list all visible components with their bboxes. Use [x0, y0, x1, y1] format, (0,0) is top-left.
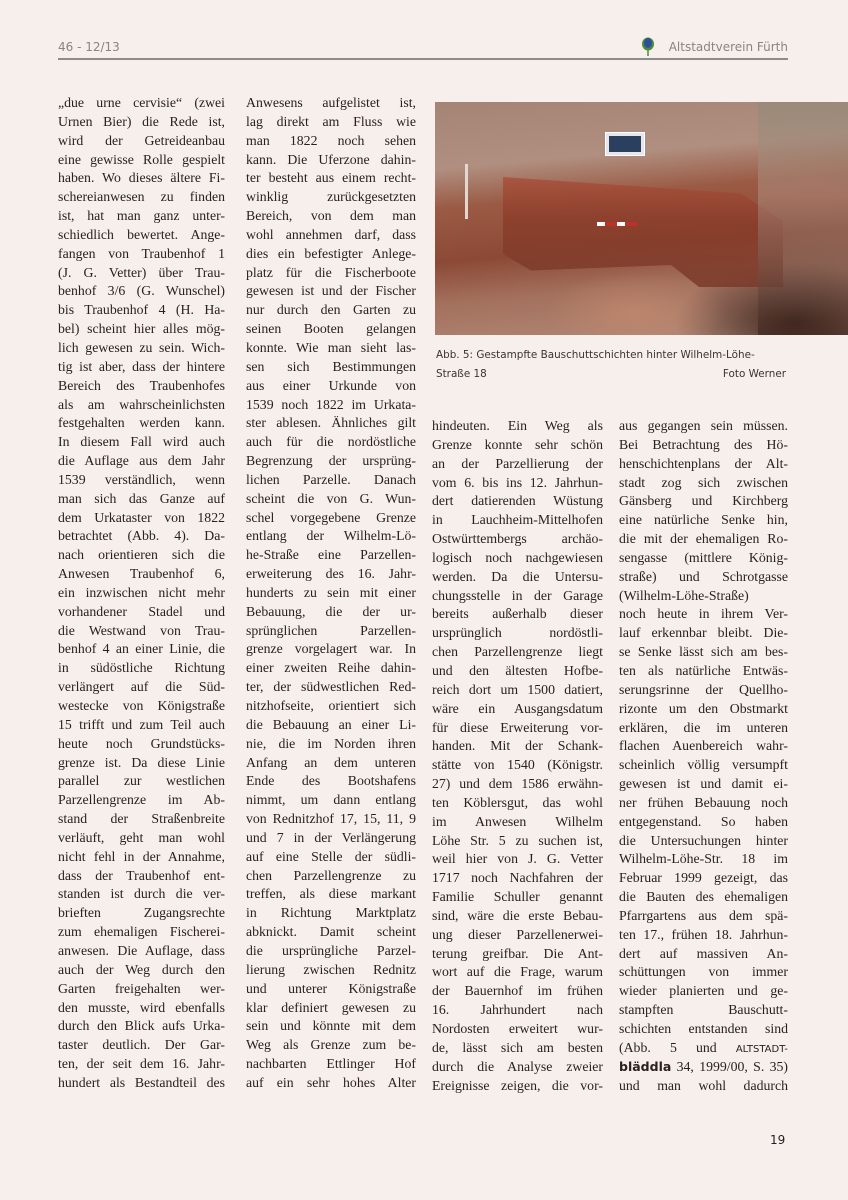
text-line: ten Köblersgut, das wohl	[432, 794, 603, 810]
text-line: durch die Analyse zweier	[432, 1058, 603, 1074]
text-line: straße) und Schrotgasse	[619, 568, 788, 584]
text-line: rizonte um den Obstmarkt	[619, 700, 788, 716]
text-line: chungsstelle in der Garage	[432, 587, 603, 603]
text-line: entlang der Wilhelm-Lö-	[246, 528, 416, 544]
text-line: man sich das Ganze auf	[58, 490, 225, 506]
text-line: vom 6. bis ins 12. Jahrhun-	[432, 474, 603, 490]
text-line: ster ablesen. Ähnliches gilt	[246, 415, 416, 431]
text-line: 1539 verständlich, wenn	[58, 471, 225, 487]
text-line: haben. Wo dieses ältere Fi-	[58, 170, 225, 186]
text-line: Weg als Grenze zum be-	[246, 1037, 416, 1053]
text-line: Parzellengrenze im Ab-	[58, 792, 225, 808]
text-line: flachen Auenbereich wahr-	[619, 738, 788, 754]
text-line: bel) scheint hier alles mög-	[58, 321, 225, 337]
text-line: dies ein befestigter Anlege-	[246, 245, 416, 261]
text-line: schiedlich bewertet. Ange-	[58, 226, 225, 242]
text-line: von Rednitzhof 17, 15, 11, 9	[246, 811, 416, 827]
text-line: Februar 1999 gezeigt, das	[619, 870, 788, 886]
text-line: benhof 4 an einer Linie, die	[58, 641, 225, 657]
text-line: bereits außerhalb dieser	[432, 606, 603, 622]
text-line: verläuft, geht man wohl	[58, 829, 225, 845]
text-line: schel vorgegebene Grenze	[246, 509, 416, 525]
text-line: weil hier von J. G. Vetter	[432, 851, 603, 867]
text-line: wort auf die Frage, warum	[432, 964, 603, 980]
text-line: an der Parzellierung der	[432, 455, 603, 471]
text-line: die Untersuchungen hinter	[619, 832, 788, 848]
text-line: die mit der ehemaligen Ro-	[619, 531, 788, 547]
text-line: Garten freigehalten wer-	[58, 980, 225, 996]
text-line: terung greifbar. Die Ant-	[432, 945, 603, 961]
text-line: im Anwesen Wilhelm	[432, 813, 603, 829]
text-line: stadt zog sich zwischen	[619, 474, 788, 490]
text-line: sen sich Bestimmungen	[246, 358, 416, 374]
text-line: noch heute in ihrem Ver-	[619, 606, 788, 622]
text-line: handen. Mit der Schank-	[432, 738, 603, 754]
text-line: entgegenstand. So haben	[619, 813, 788, 829]
text-line: dass der Traubenhof ent-	[58, 867, 225, 883]
photo-credit: Foto Werner	[722, 368, 786, 380]
text-line: klar definiert gewesen zu	[246, 999, 416, 1015]
text-line: der Bauernhof im frühen	[432, 983, 603, 999]
text-line: erklären, die im unteren	[619, 719, 788, 735]
text-line: Ostwürttembergs archäo-	[432, 531, 603, 547]
text-line: nie, die im Norden ihren	[246, 735, 416, 751]
text-line: Grenze konnte sehr schön	[432, 436, 603, 452]
text-line: sprünglichen Parzellen-	[246, 622, 416, 638]
text-line: winklig zurückgesetzten	[246, 189, 416, 205]
photo-shadow	[758, 102, 848, 335]
text-line: treffen, als diese markant	[246, 886, 416, 902]
text-line: die Bauten des ehemaligen	[619, 889, 788, 905]
caption-line-2: Straße 18	[436, 368, 487, 380]
text-line: ter besteht aus einem recht-	[246, 170, 416, 186]
text-line: Bereich des Traubenhofes	[58, 377, 225, 393]
text-line: he-Straße eine Parzellen-	[246, 547, 416, 563]
text-line: aus einer Urkunde von	[246, 377, 416, 393]
text-line: durch den Blick aufs Urka-	[58, 1018, 225, 1034]
text-column-3	[432, 417, 603, 1095]
text-line: in südöstliche Richtung	[58, 660, 225, 676]
text-line: dem Urkataster von 1822	[58, 509, 225, 525]
measuring-rod	[465, 164, 468, 219]
text-line: gewesen ist und damit ei-	[619, 776, 788, 792]
text-line: bis Traubenhof 4 (H. Ha-	[58, 302, 225, 318]
text-line: eine natürliche Senke hin,	[619, 512, 788, 528]
issue-number: 46 - 12/13	[58, 40, 120, 54]
text-line: hunderts zu sein mit einer	[246, 584, 416, 600]
text-line: lich gewesen zu sein. Wich-	[58, 339, 225, 355]
text-line: und 7 in der Verlängerung	[246, 829, 416, 845]
text-line: ung dieser Parzellenerwei-	[432, 926, 603, 942]
text-line: hundert als Bestandteil des	[58, 1074, 225, 1090]
text-line: sein und könnte mit dem	[246, 1018, 416, 1034]
text-line: und den ältesten Hofbe-	[432, 662, 603, 678]
caption-line-1: Abb. 5: Gestampfte Bauschuttschichten hinter Wilhelm-Löhe-	[436, 349, 755, 361]
text-line: lag direkt am Fluss wie	[246, 113, 416, 129]
text-line: schereianwesen zu finden	[58, 189, 225, 205]
text-line: se Senke lässt sich am bes-	[619, 644, 788, 660]
figure-caption	[436, 346, 786, 384]
text-line: betrachtet (Abb. 4). Da-	[58, 528, 225, 544]
text-line: 27) und dem 1586 erwähn-	[432, 776, 603, 792]
text-line: parallel zur westlichen	[58, 773, 225, 789]
text-line: aus gegangen sein müssen.	[619, 418, 788, 433]
text-line: die Bebauung an einer Li-	[246, 716, 416, 732]
text-line: grenze ist. Da diese Linie	[58, 754, 225, 770]
text-line: schichten entstanden sind	[619, 1021, 788, 1036]
text-line: de, lässt sich am besten	[432, 1039, 603, 1055]
text-line: sengasse (mittlere König-	[619, 549, 788, 565]
text-line: ten 17., frühen 18. Jahrhun-	[619, 926, 788, 942]
text-line: Anwesen Traubenhof 6,	[58, 566, 225, 582]
text-line: fangen von Traubenhof 1	[58, 245, 225, 261]
text-line-reference	[619, 1039, 788, 1058]
text-line: stampften Bauschutt-	[619, 1002, 788, 1018]
text-line: In diesem Fall wird auch	[58, 434, 225, 450]
text-line: auch für die nordöstliche	[246, 434, 416, 450]
text-line: nitzhofseite, orientiert sich	[246, 698, 416, 713]
text-line: wäre ein Ausgangsdatum	[432, 700, 603, 716]
text-line: Ende des Bootshafens	[246, 773, 416, 789]
magazine-name-part1: ALTSTADT-	[735, 1043, 789, 1055]
header-divider	[58, 58, 788, 60]
text-line: henschichtenplans der Alt-	[619, 455, 788, 471]
text-line: Löhe Str. 5 zu suchen ist,	[432, 832, 603, 848]
text-line-reference-2	[619, 1058, 788, 1077]
text-line: Bebauung, die der ur-	[246, 603, 416, 619]
text-line: Familie Schuller genannt	[432, 889, 603, 905]
text-line: auch der Weg durch den	[58, 961, 225, 977]
text-line: schüttungen von immer	[619, 964, 788, 980]
text-line: platz für die Fischerboote	[246, 264, 416, 280]
text-line: Pfarrgartens aus dem spä-	[619, 907, 788, 923]
text-line: lierung zwischen Rednitz	[246, 961, 416, 977]
text-column-2	[246, 94, 416, 1093]
text-line: wird der Getreideanbau	[58, 132, 225, 148]
text-line: sind, wäre die erste Bebau-	[432, 907, 603, 923]
text-line: nur durch den Garten zu	[246, 302, 416, 318]
column-4-lines	[619, 417, 788, 1039]
text-line: 1717 noch Nachfahren der	[432, 870, 603, 886]
text-line: zum ehemaligen Fischerei-	[58, 924, 225, 940]
text-line: dert datierenden Wüstung	[432, 493, 603, 509]
reference-prefix: (Abb. 5 und	[619, 1039, 717, 1055]
text-line: seinen Booten gelangen	[246, 321, 416, 337]
text-line: wieder planierten und ge-	[619, 983, 788, 999]
text-line: logisch noch nachgewiesen	[432, 549, 603, 565]
page-number: 19	[770, 1133, 786, 1147]
text-line: 1539 noch 1822 im Urkata-	[246, 396, 416, 412]
text-line: standen ist durch die ver-	[58, 886, 225, 902]
text-line: brieften Zugangsrechte	[58, 905, 225, 921]
text-line: ten als natürliche Entwäs-	[619, 662, 788, 678]
text-line: für diese Erweiterung vor-	[432, 719, 603, 735]
text-line: verlängert auf die Süd-	[58, 679, 225, 695]
scale-bar	[597, 222, 637, 226]
text-line: lichen Parzelle. Danach	[246, 471, 416, 487]
text-line: ursprünglich nordöstli-	[432, 625, 603, 641]
text-line: Wilhelm-Löhe-Str. 18 im	[619, 851, 788, 867]
text-line: Anfang an dem unteren	[246, 754, 416, 770]
text-line: die Westwand von Trau-	[58, 622, 225, 638]
text-line: als am wahrscheinlichsten	[58, 396, 225, 412]
text-line: und unterer Königstraße	[246, 980, 416, 996]
excavation-pit	[503, 177, 783, 287]
text-line: wohl annehmen darf, dass	[246, 226, 416, 242]
text-line: heute noch Grundstücks-	[58, 735, 225, 751]
text-line: Bereich, von dem man	[246, 208, 416, 224]
text-line: Begrenzung der ursprüng-	[246, 453, 416, 469]
text-line: Bei Betrachtung des Hö-	[619, 436, 788, 452]
magazine-name-part2: bläddla	[619, 1058, 672, 1074]
text-line: man 1822 noch sehen	[246, 132, 416, 148]
text-line: taster deutlich. Der Gar-	[58, 1037, 225, 1053]
text-line: stätte von 1540 (Königstr.	[432, 757, 603, 773]
text-line: Urnen Bier) die Rede ist,	[58, 113, 225, 129]
text-line: Gänsberg und Kirchberg	[619, 493, 788, 509]
text-line: chen Parzellengrenze zu	[246, 867, 416, 883]
text-line: scheint die von G. Wun-	[246, 490, 416, 506]
text-line: abknickt. Damit scheint	[246, 924, 416, 940]
site-sign	[605, 132, 645, 156]
text-line: ten, der seit dem 16. Jahr-	[58, 1056, 225, 1072]
text-line: die ursprüngliche Parzel-	[246, 942, 416, 958]
text-line: tig ist aber, dass der hintere	[58, 358, 225, 374]
excavation-photo	[435, 102, 848, 335]
text-line: auf ein sehr hohes Alter	[246, 1074, 416, 1090]
text-line: auf eine Stelle der südli-	[246, 848, 416, 864]
text-line: vorhandener Stadel und	[58, 603, 225, 619]
text-line: eine gewisse Rolle gespielt	[58, 151, 225, 167]
text-line: die Auflage aus dem Jahr	[58, 453, 225, 469]
text-line: ist, hat man ganz unter-	[58, 208, 225, 224]
text-line: Anwesens aufgelistet ist,	[246, 95, 416, 110]
text-line: den musste, wird ebenfalls	[58, 999, 225, 1015]
reference-suffix: 34, 1999/00, S. 35)	[676, 1058, 789, 1074]
text-line: chen Parzellengrenze liegt	[432, 644, 603, 660]
text-line: „due urne cervisie“ (zwei	[58, 95, 225, 110]
text-line: festgehalten werden kann.	[58, 415, 225, 431]
text-line: (J. G. Vetter) über Trau-	[58, 264, 225, 280]
text-line: (Wilhelm-Löhe-Straße)	[619, 587, 749, 603]
text-line: konnte. Wie man sieht las-	[246, 339, 416, 355]
text-line: reich dort um 1500 datiert,	[432, 681, 603, 697]
text-line: westecke von Königstraße	[58, 698, 225, 713]
text-line: nach orientieren sich die	[58, 547, 225, 563]
text-line: grenze vorgelagert war. In	[246, 641, 416, 657]
column-4-lines-end	[619, 1077, 788, 1096]
text-column-4	[619, 417, 788, 1095]
text-line: 15 trifft und zum Teil auch	[58, 716, 225, 732]
publisher-name: Altstadtverein Fürth	[668, 40, 788, 54]
text-line: lauf erkennbar bleibt. Die-	[619, 625, 788, 641]
text-line: anwesen. Die Auflage, dass	[58, 942, 225, 958]
text-line: ter, der südwestlichen Red-	[246, 679, 416, 695]
text-line: gewesen ist und der Fischer	[246, 283, 416, 299]
text-line: kann. Die Uferzone dahin-	[246, 151, 416, 167]
text-line: nachbarten Ettlinger Hof	[246, 1056, 416, 1072]
text-line: erweiterung des 16. Jahr-	[246, 566, 416, 582]
text-line: und man wohl dadurch	[619, 1077, 788, 1093]
text-line: hindeuten. Ein Weg als	[432, 418, 603, 433]
text-line: scheinlich völlig versumpft	[619, 757, 788, 773]
text-line: 16. Jahrhundert nach	[432, 1002, 603, 1018]
text-line: nimmt, um dann entlang	[246, 792, 416, 808]
text-line: einer zweiten Reihe dahin-	[246, 660, 416, 676]
text-line: Nordosten erweitert wur-	[432, 1021, 603, 1036]
text-line: Ereignisse zeigen, die vor-	[432, 1077, 603, 1093]
text-line: ner frühen Bebauung noch	[619, 794, 788, 810]
text-line: serungsrinne der Quellho-	[619, 681, 788, 697]
text-column-1	[58, 94, 225, 1093]
text-line: werden. Da die Untersu-	[432, 568, 603, 584]
text-line: in Lauchheim-Mittelhofen	[432, 512, 603, 528]
tree-logo-icon	[641, 37, 655, 57]
text-line: dert auf massiven An-	[619, 945, 788, 961]
text-line: benhof 3/6 (G. Wunschel)	[58, 283, 225, 299]
text-line: stand der Straßenbreite	[58, 811, 225, 827]
text-line: ein inzwischen nicht mehr	[58, 584, 225, 600]
text-line: nicht fehl in der Annahme,	[58, 848, 225, 864]
text-line: in Richtung Marktplatz	[246, 905, 416, 921]
